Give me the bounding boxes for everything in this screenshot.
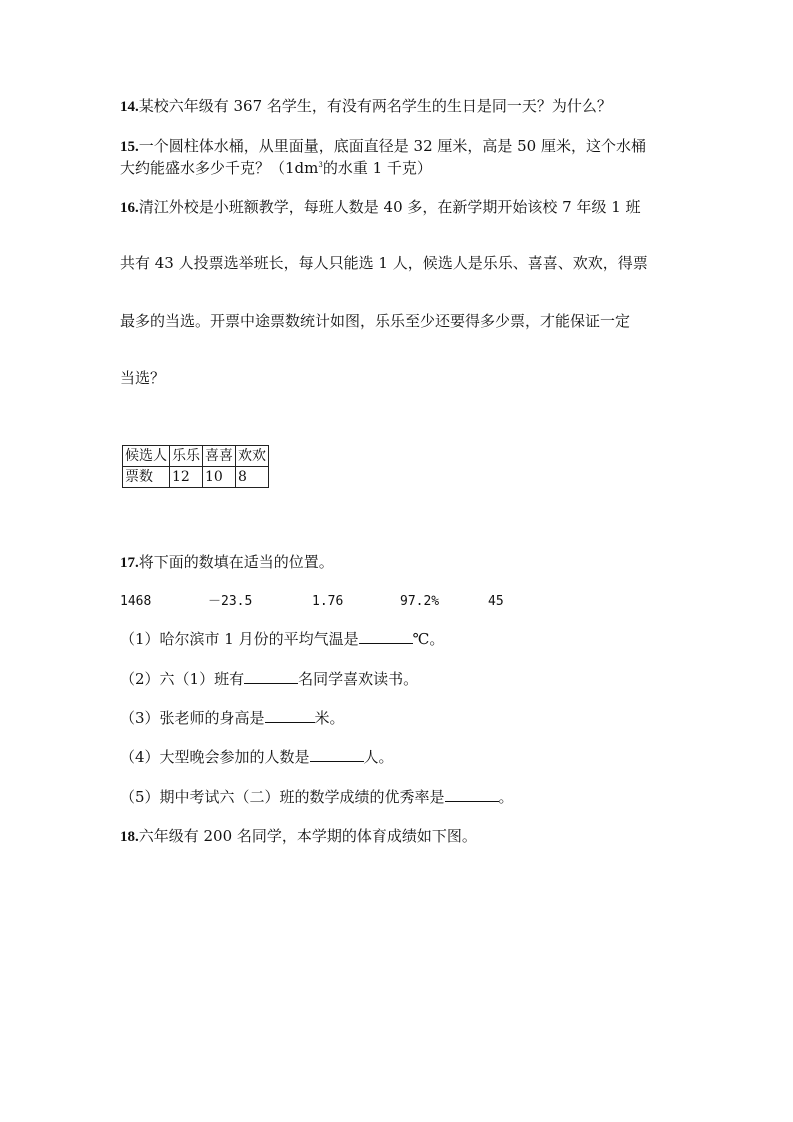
fill-item-3 [120, 707, 345, 729]
superscript: 3 [318, 161, 323, 169]
number-item: 1468 [120, 594, 152, 609]
answer-blank[interactable] [445, 787, 499, 802]
fill-item-2 [120, 668, 418, 690]
fill-item-suffix: 。 [498, 788, 514, 806]
table-cell: 12 [170, 467, 203, 488]
fill-item-suffix: 米。 [314, 709, 345, 727]
question-text: 共有 43 人投票选举班长，每人只能选 1 人，候选人是乐乐、喜喜、欢欢，得票 [120, 254, 648, 272]
question-text: 最多的当选。开票中途票数统计如图，乐乐至少还要得多少票，才能保证一定 [120, 312, 631, 330]
table-row [123, 467, 269, 488]
question-text: 当选？ [120, 369, 166, 387]
fill-item-text: （3）张老师的身高是 [120, 709, 265, 727]
question-text: 清江外校是小班额教学，每班人数是 40 多，在新学期开始该校 7 年级 1 班 [138, 198, 641, 216]
question-16-line-2 [120, 252, 648, 274]
question-text: 某校六年级有 367 名学生，有没有两名学生的生日是同一天？为什么？ [138, 97, 612, 115]
number-list [120, 591, 720, 613]
number-item: －23.5 [208, 594, 253, 609]
number-item: 45 [488, 594, 504, 609]
table-header-cell: 欢欢 [236, 446, 269, 467]
fill-item-4 [120, 746, 394, 768]
answer-blank[interactable] [244, 669, 298, 684]
table-header-row [123, 446, 269, 467]
fill-item-1 [120, 628, 444, 650]
answer-blank[interactable] [359, 629, 413, 644]
question-text: 将下面的数填在适当的位置。 [138, 553, 334, 571]
question-text: 一个圆柱体水桶，从里面量，底面直径是 32 厘米，高是 50 厘米，这个水桶 [138, 137, 646, 155]
question-number: 17. [120, 555, 139, 571]
vote-count-table [122, 445, 269, 488]
question-number: 16. [120, 200, 139, 216]
fill-item-suffix: ℃。 [412, 630, 445, 648]
question-text: 六年级有 200 名同学，本学期的体育成绩如下图。 [138, 827, 477, 845]
fill-item-5 [120, 786, 514, 808]
answer-blank[interactable] [310, 747, 364, 762]
table-header-cell: 候选人 [123, 446, 170, 467]
table-header-cell: 喜喜 [203, 446, 236, 467]
answer-blank[interactable] [265, 708, 315, 723]
question-18 [120, 825, 477, 848]
fill-item-text: （1）哈尔滨市 1 月份的平均气温是 [120, 630, 359, 648]
number-item: 97.2% [400, 594, 440, 609]
question-number: 15. [120, 139, 139, 155]
fill-item-text: （2）六（1）班有 [120, 670, 245, 688]
table-cell: 10 [203, 467, 236, 488]
fill-item-suffix: 人。 [363, 748, 394, 766]
fill-item-text: （4）大型晚会参加的人数是 [120, 748, 310, 766]
question-16-line-1 [120, 196, 641, 219]
fill-item-text: （5）期中考试六（二）班的数学成绩的优秀率是 [120, 788, 445, 806]
question-15-line-1 [120, 135, 646, 158]
number-item: 1.76 [312, 594, 344, 609]
fill-item-suffix: 名同学喜欢读书。 [298, 670, 419, 688]
table-cell: 8 [236, 467, 269, 488]
question-17 [120, 551, 334, 574]
question-14 [120, 95, 612, 118]
question-16-line-4 [120, 367, 165, 389]
question-text: 的水重 1 千克） [322, 159, 432, 177]
question-number: 14. [120, 99, 139, 115]
question-text: 大约能盛水多少千克？（1dm [120, 159, 319, 177]
question-number: 18. [120, 829, 139, 845]
table-header-cell: 乐乐 [170, 446, 203, 467]
table-cell: 票数 [123, 467, 170, 488]
question-16-line-3 [120, 310, 630, 332]
question-15-line-2 [120, 157, 432, 179]
